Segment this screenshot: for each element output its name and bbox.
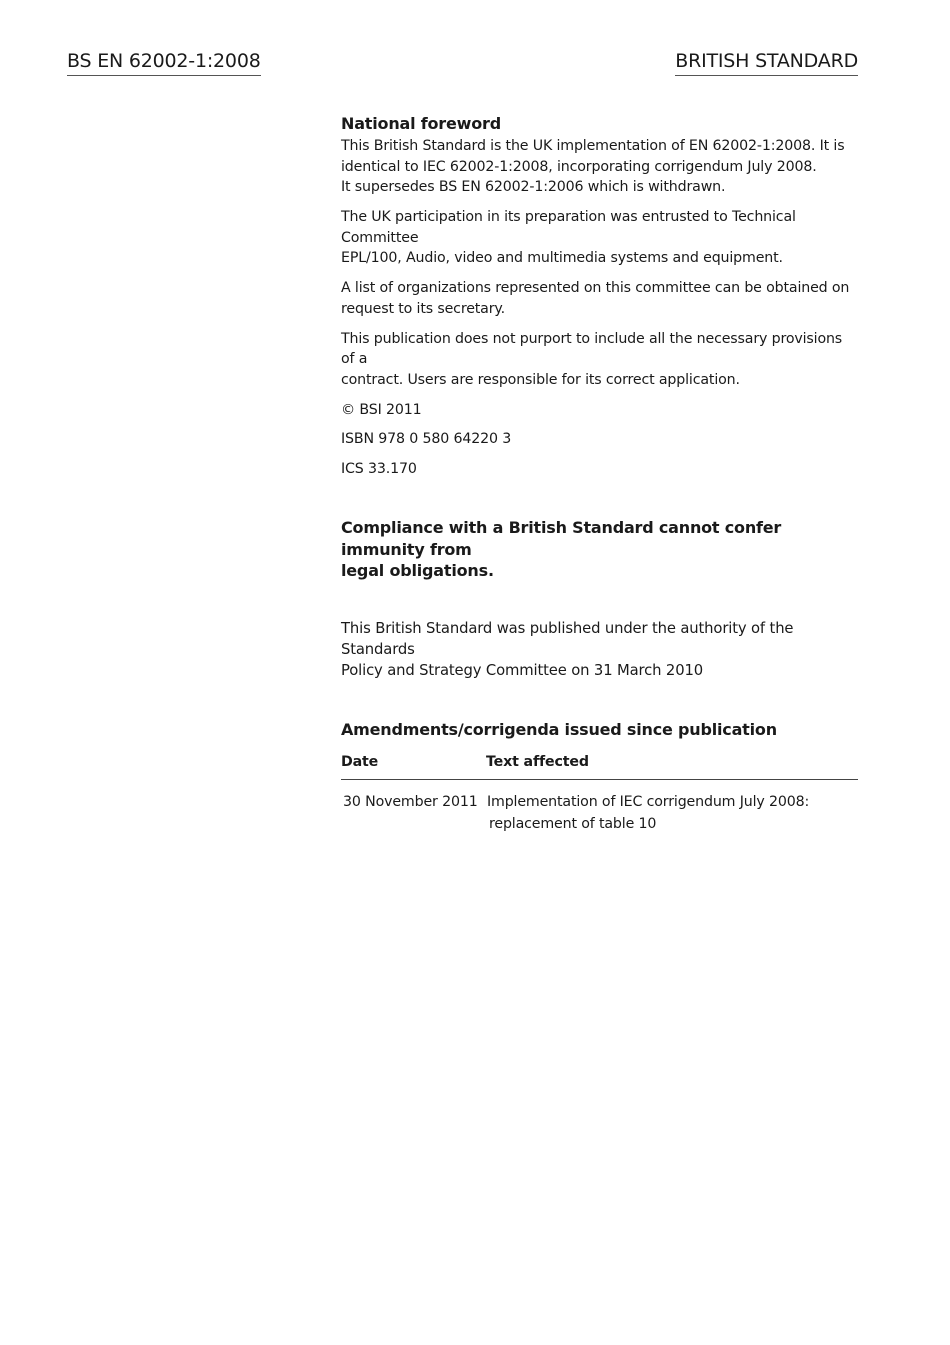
- foreword-paragraph-organizations: [341, 278, 858, 319]
- column-header-text-affected: Text affected: [486, 752, 858, 780]
- foreword-paragraph-provisions: [341, 329, 858, 391]
- isbn-number: ISBN 978 0 580 64220 3: [341, 431, 512, 447]
- document-category-header: BRITISH STANDARD: [675, 49, 858, 76]
- foreword-title: National foreword: [341, 114, 501, 133]
- authority-line: This British Standard was published under the authority of the Standards: [341, 619, 794, 658]
- publication-authority: [341, 618, 858, 681]
- foreword-paragraph-committee: [341, 207, 858, 269]
- paragraph-line: The UK participation in its preparation was entrusted to Technical Committee: [341, 209, 796, 246]
- paragraph-line: A list of organizations represented on this committee can be obtained on: [341, 280, 850, 296]
- foreword-content: [341, 112, 858, 836]
- amendment-text-line: replacement of table 10: [489, 815, 657, 832]
- amendments-header-row: [341, 752, 858, 780]
- standard-number-header: BS EN 62002-1:2008: [67, 49, 261, 76]
- compliance-line: legal obligations.: [341, 561, 494, 580]
- amendment-text-line: Implementation of IEC corrigendum July 2008:: [487, 793, 810, 810]
- paragraph-line: It supersedes BS EN 62002-1:2006 which is withdrawn.: [341, 179, 726, 195]
- paragraph-line: request to its secretary.: [341, 300, 505, 317]
- amendments-title: Amendments/corrigenda issued since publication: [341, 719, 777, 739]
- amendment-text: [486, 779, 858, 836]
- amendments-table: [341, 752, 858, 836]
- compliance-statement: [341, 517, 858, 582]
- paragraph-line: EPL/100, Audio, video and multimedia systems and equipment.: [341, 250, 783, 266]
- paragraph-line: identical to IEC 62002-1:2008, incorporating corrigendum July 2008.: [341, 158, 817, 175]
- table-row: [341, 779, 858, 836]
- paragraph-line: This publication does not purport to include all the necessary provisions of a: [341, 330, 843, 367]
- authority-line: Policy and Strategy Committee on 31 March 2010: [341, 661, 703, 679]
- column-header-date: Date: [341, 752, 486, 780]
- copyright-notice: © BSI 2011: [341, 401, 422, 418]
- amendment-date: 30 November 2011: [343, 793, 478, 810]
- paragraph-line: contract. Users are responsible for its correct application.: [341, 371, 740, 388]
- paragraph-line: This British Standard is the UK implementation of EN 62002-1:2008. It is: [341, 138, 845, 154]
- ics-code: ICS 33.170: [341, 460, 417, 477]
- foreword-paragraph-implementation: [341, 136, 858, 198]
- compliance-line: Compliance with a British Standard cannot confer immunity from: [341, 518, 782, 559]
